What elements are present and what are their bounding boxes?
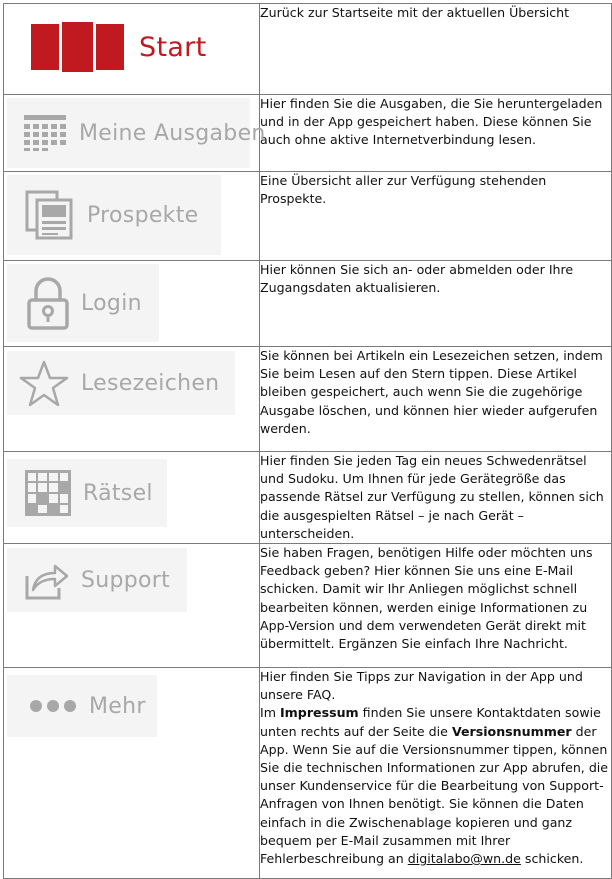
icon-cell xyxy=(4,544,260,668)
menu-label: Rätsel xyxy=(83,480,153,506)
impressum-term: Impressum xyxy=(280,705,359,721)
mehr-intro: Hier finden Sie Tipps zur Navigation in der App und unsere FAQ. xyxy=(260,669,583,703)
text-span: schicken. xyxy=(520,851,584,867)
description-cell: Zurück zur Startseite mit der aktuellen Übersicht xyxy=(260,4,612,95)
table-row xyxy=(4,668,612,879)
crossword-icon xyxy=(25,470,71,516)
description-cell xyxy=(260,668,612,879)
table-row xyxy=(4,261,612,347)
table-row xyxy=(4,544,612,668)
menu-label: Mehr xyxy=(89,693,146,719)
three-dots-icon xyxy=(29,699,77,713)
newspaper-icon xyxy=(25,190,75,240)
description-cell: Sie können bei Artikeln ein Lesezeichen setzen, indem Sie beim Lesen auf den Stern tippen. Diese Artikel bleiben gespeichert, auch wenn Sie die zugehörige Ausgabe löschen, und können hier wieder aufgerufen werden. xyxy=(260,347,612,452)
raetsel-badge xyxy=(7,459,167,527)
versionsnummer-term: Versionsnummer xyxy=(451,723,572,739)
share-arrow-icon xyxy=(23,560,69,600)
menu-label: Support xyxy=(81,567,171,593)
description-cell: Hier können Sie sich an- oder abmelden oder Ihre Zugangsdaten aktualisieren. xyxy=(260,261,612,347)
email-link[interactable]: digitalabo@wn.de xyxy=(407,851,521,867)
text-span: der App. Wenn Sie auf die Versionsnummer tippen, können Sie die technischen Informationen zur App abrufen, die unser Kundenservice für die Bearbeitung von Support-Anfragen von Ihnen benötigt. Sie können die Daten einfach in die Zwischenablage kopieren und ganz bequem per E-Mail zusammen mit Ihrer Fehlerbeschreibung an xyxy=(260,723,609,867)
lock-icon xyxy=(27,276,69,330)
lesezeichen-badge xyxy=(7,351,235,415)
star-icon xyxy=(19,359,69,407)
table-row xyxy=(4,347,612,452)
description-cell: Hier finden Sie jeden Tag ein neues Schwedenrätsel und Sudoku. Um Ihnen für jede Gerätegröße das passende Rätsel zur Verfügung zu stellen, können sich die ausgespielten Rätsel – je nach Gerät – unterscheiden. xyxy=(260,452,612,544)
calendar-grid-icon xyxy=(23,114,67,152)
text-span: finden Sie unsere Kontaktdaten sowie unten rechts auf der Seite die xyxy=(260,705,601,739)
table-row xyxy=(4,4,612,95)
menu-label: Meine Ausgaben xyxy=(79,120,266,146)
table-row xyxy=(4,95,612,172)
mehr-badge xyxy=(7,675,157,737)
description-cell: Sie haben Fragen, benötigen Hilfe oder möchten uns Feedback geben? Hier können Sie uns eine E-Mail schicken. Damit wir Ihr Anliegen möglichst schnell bearbeiten können, werden einige Informationen zu App-Version und dem verwendeten Gerät direkt mit übermittelt. Ergänzen Sie einfach Ihre Nachricht. xyxy=(260,544,612,668)
meine-ausgaben-badge xyxy=(7,98,266,168)
icon-cell xyxy=(4,172,260,261)
table-row xyxy=(4,452,612,544)
description-cell: Eine Übersicht aller zur Verfügung stehenden Prospekte. xyxy=(260,172,612,261)
icon-cell xyxy=(4,668,260,879)
menu-label: Lesezeichen xyxy=(81,370,220,396)
mehr-details xyxy=(260,704,611,868)
login-badge xyxy=(7,264,159,342)
table-row xyxy=(4,172,612,261)
prospekte-badge xyxy=(7,175,221,255)
icon-cell xyxy=(4,95,266,172)
support-badge xyxy=(7,548,187,612)
description-cell: Hier finden Sie die Ausgaben, die Sie heruntergeladen und in der App gespeichert haben. Diese können Sie auch ohne aktive Internetverbindung lesen. xyxy=(260,95,612,172)
icon-cell xyxy=(4,347,260,452)
start-badge xyxy=(7,7,207,87)
icon-cell xyxy=(4,4,260,95)
menu-label: Prospekte xyxy=(87,202,199,228)
menu-label: Start xyxy=(139,31,207,63)
menu-label: Login xyxy=(81,290,142,316)
help-table xyxy=(3,3,612,879)
start-blocks-icon xyxy=(31,22,127,72)
text-span: Im xyxy=(260,705,280,721)
icon-cell xyxy=(4,452,260,544)
icon-cell xyxy=(4,261,260,347)
